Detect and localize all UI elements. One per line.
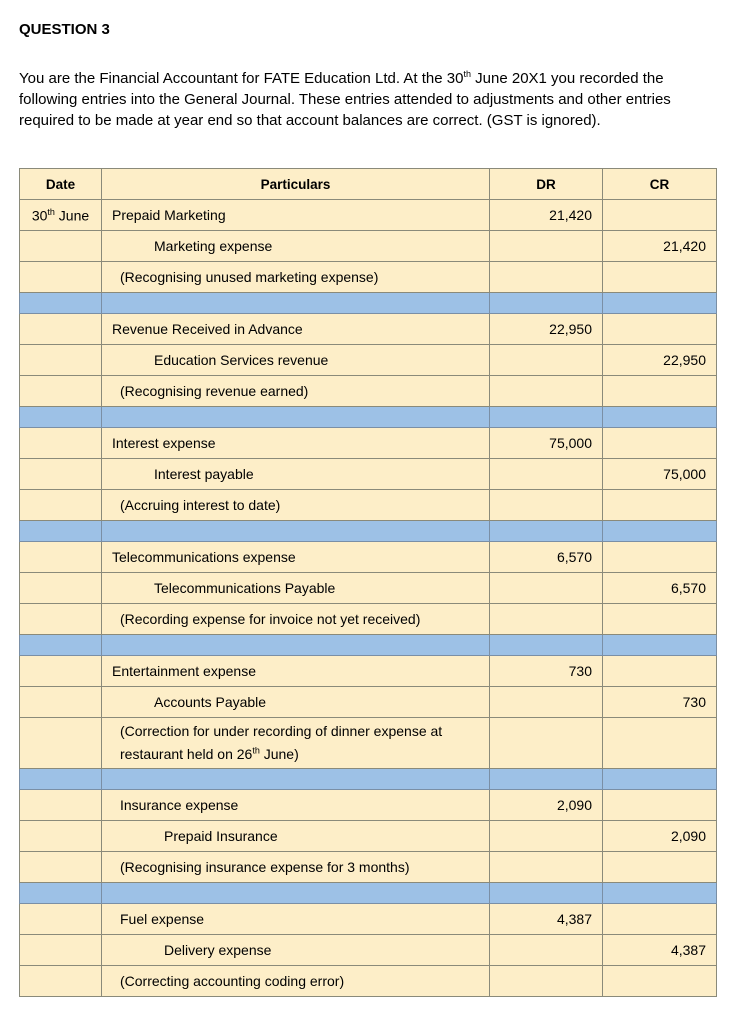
table-row — [20, 934, 717, 965]
debit-account: Interest expense — [102, 428, 490, 459]
table-row — [20, 687, 717, 718]
narration: (Recognising revenue earned) — [102, 376, 490, 407]
credit-account: Education Services revenue — [102, 345, 490, 376]
dr-amount: 22,950 — [490, 314, 603, 345]
cr-amount: 4,387 — [603, 934, 717, 965]
table-row — [20, 262, 717, 293]
debit-account: Revenue Received in Advance — [102, 314, 490, 345]
table-row — [20, 656, 717, 687]
narration: (Recording expense for invoice not yet received) — [102, 604, 490, 635]
particulars-header: Particulars — [102, 169, 490, 200]
cr-amount: 2,090 — [603, 820, 717, 851]
credit-account: Accounts Payable — [102, 687, 490, 718]
dr-amount: 2,090 — [490, 789, 603, 820]
table-row — [20, 604, 717, 635]
question-intro: You are the Financial Accountant for FATE Education Ltd. At the 30th June 20X1 you recorded the following entries into the General Journal. These entries attended to adjustments and other entries required to be made at year end so that account balances are correct. (GST is ignored). — [19, 69, 671, 129]
cr-amount: 21,420 — [603, 231, 717, 262]
narration-line-1: (Correction for under recording of dinner expense at — [120, 723, 443, 739]
credit-account: Interest payable — [102, 459, 490, 490]
date-header: Date — [20, 169, 102, 200]
table-row — [20, 789, 717, 820]
table-row — [20, 573, 717, 604]
debit-account: Entertainment expense — [102, 656, 490, 687]
general-journal — [19, 168, 716, 997]
narration: (Correcting accounting coding error) — [102, 965, 490, 996]
table-row — [20, 345, 717, 376]
cr-amount: 22,950 — [603, 345, 717, 376]
narration-line-2: restaurant held on 26th June) — [120, 745, 299, 762]
table-row — [20, 490, 717, 521]
table-row — [20, 851, 717, 882]
dr-amount: 730 — [490, 656, 603, 687]
question-heading: QUESTION 3 — [19, 21, 110, 38]
dr-amount: 4,387 — [490, 903, 603, 934]
narration — [102, 718, 490, 769]
table-row — [20, 459, 717, 490]
dr-amount: 6,570 — [490, 542, 603, 573]
separator-row — [20, 635, 717, 656]
table-row — [20, 903, 717, 934]
separator-row — [20, 882, 717, 903]
separator-row — [20, 407, 717, 428]
credit-account: Delivery expense — [102, 934, 490, 965]
narration: (Recognising insurance expense for 3 months) — [102, 851, 490, 882]
dr-header: DR — [490, 169, 603, 200]
cr-amount — [603, 200, 717, 231]
credit-account: Marketing expense — [102, 231, 490, 262]
table-row — [20, 718, 717, 769]
journal-table — [19, 168, 717, 997]
debit-account: Fuel expense — [102, 903, 490, 934]
narration: (Accruing interest to date) — [102, 490, 490, 521]
table-row — [20, 376, 717, 407]
credit-account: Telecommunications Payable — [102, 573, 490, 604]
debit-account: Telecommunications expense — [102, 542, 490, 573]
separator-row — [20, 768, 717, 789]
table-row — [20, 200, 717, 231]
cr-amount: 730 — [603, 687, 717, 718]
entry-date: 30th June — [20, 200, 102, 231]
header-row — [20, 169, 717, 200]
credit-account: Prepaid Insurance — [102, 820, 490, 851]
dr-amount: 75,000 — [490, 428, 603, 459]
table-row — [20, 820, 717, 851]
table-row — [20, 965, 717, 996]
table-row — [20, 428, 717, 459]
table-row — [20, 542, 717, 573]
cr-amount: 6,570 — [603, 573, 717, 604]
table-row — [20, 314, 717, 345]
separator-row — [20, 521, 717, 542]
debit-account: Insurance expense — [102, 789, 490, 820]
dr-amount: 21,420 — [490, 200, 603, 231]
debit-account: Prepaid Marketing — [102, 200, 490, 231]
cr-amount: 75,000 — [603, 459, 717, 490]
narration: (Recognising unused marketing expense) — [102, 262, 490, 293]
table-row — [20, 231, 717, 262]
cr-header: CR — [603, 169, 717, 200]
separator-row — [20, 293, 717, 314]
